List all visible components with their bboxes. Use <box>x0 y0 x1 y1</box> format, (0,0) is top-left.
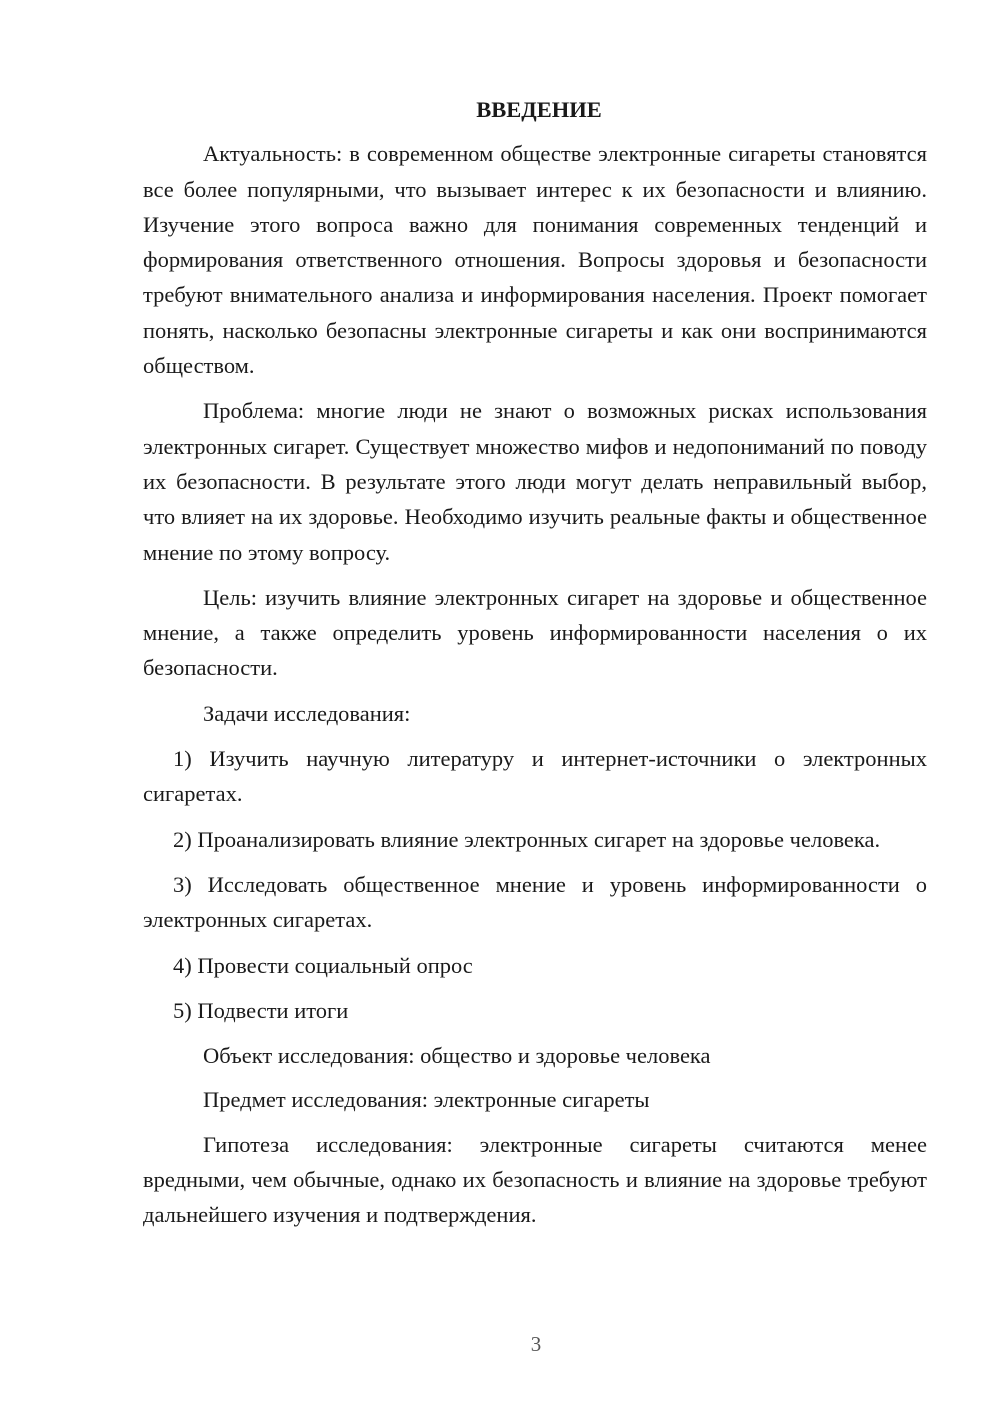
page-number: 3 <box>530 1332 542 1356</box>
research-subject: Предмет исследования: электронные сигареты <box>203 1087 650 1113</box>
paragraph-problem: Проблема: многие люди не знают о возможных рисках использования электронных сигарет. Существует множество мифов и недопониманий по поводу их безопасности. В результате этого люди могут делать неправильный выбор, что влияет на их здоровье. Необходимо изучить реальные факты и общественное мнение по этому вопросу. <box>143 398 927 565</box>
section-title: ВВЕДЕНИЕ <box>476 97 602 122</box>
paragraph-relevance: Актуальность: в современном обществе электронные сигареты становятся все более популярными, что вызывает интерес к их безопасности и влиянию. Изучение этого вопроса важно для понимания современных тенденций и формирования ответственного отношения. Вопросы здоровья и безопасности требуют внимательного анализа и информирования населения. Проект помогает понять, насколько безопасны электронные сигареты и как они воспринимаются обществом. <box>143 141 927 379</box>
paragraph-goal: Цель: изучить влияние электронных сигарет на здоровье и общественное мнение, а также определить уровень информированности населения о их безопасности. <box>143 584 927 681</box>
research-object: Объект исследования: общество и здоровье человека <box>203 1043 711 1069</box>
task-item-5: 5) Подвести итоги <box>173 997 349 1023</box>
task-item-2: 2) Проанализировать влияние электронных сигарет на здоровье человека. <box>173 826 881 852</box>
task-item-1: 1) Изучить научную литературу и интернет-источники о электронных сигаретах. <box>143 746 927 807</box>
tasks-heading: Задачи исследования: <box>203 700 411 726</box>
task-item-3: 3) Исследовать общественное мнение и уровень информированности о электронных сигаретах. <box>143 871 927 933</box>
research-hypothesis: Гипотеза исследования: электронные сигареты считаются менее вредными, чем обычные, однако их безопасность и влияние на здоровье требуют дальнейшего изучения и подтверждения. <box>143 1131 927 1228</box>
task-item-4: 4) Провести социальный опрос <box>173 952 473 978</box>
document-body <box>143 92 927 1243</box>
